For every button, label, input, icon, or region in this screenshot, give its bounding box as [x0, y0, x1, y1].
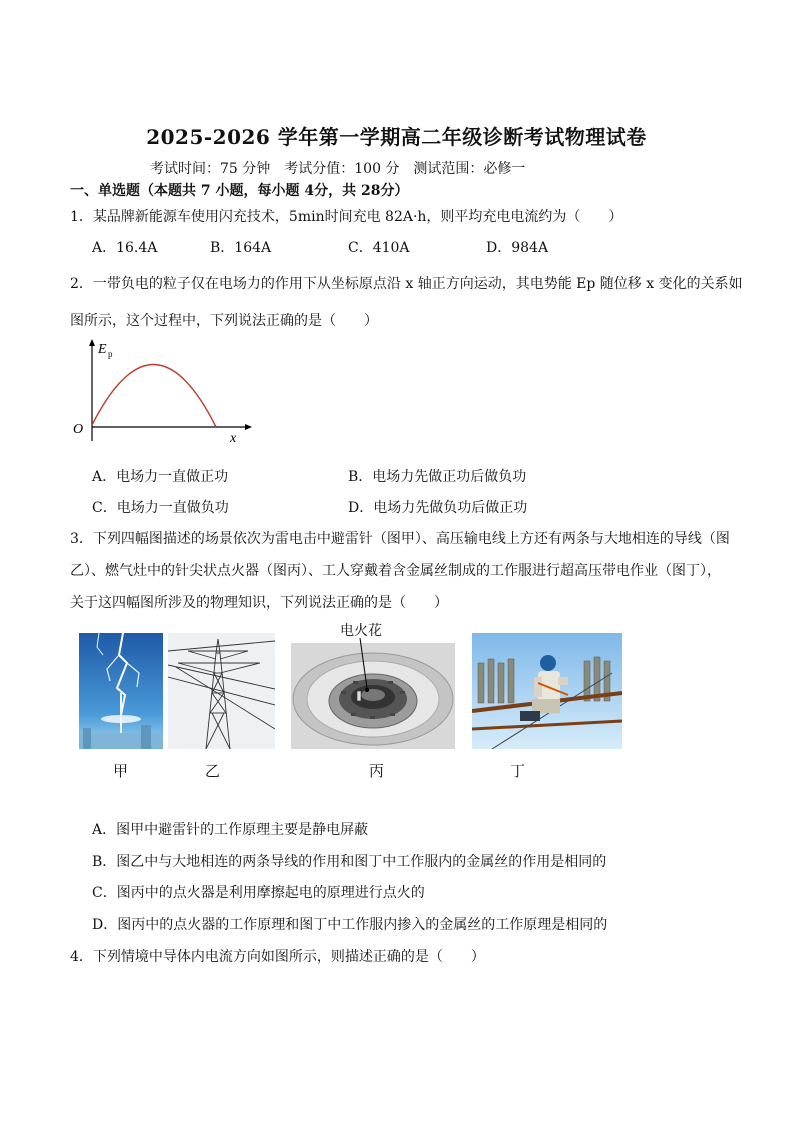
question-3-line-3: 关于这四幅图所涉及的物理知识，下列说法正确的是（ ）	[70, 595, 448, 611]
q2-option-c: C．电场力一直做负功	[92, 500, 229, 516]
question-4: 4．下列情境中导体内电流方向如图所示，则描述正确的是（ ）	[70, 949, 485, 965]
q3-option-d: D．图丙中的点火器的工作原理和图丁中工作服内掺入的金属丝的工作原理是相同的	[92, 917, 608, 933]
question-3-line-1: 3．下列四幅图描述的场景依次为雷电击中避雷针（图甲）、高压输电线上方还有两条与大地相连的导线（图	[70, 531, 730, 547]
q2-option-a: A．电场力一直做正功	[92, 469, 229, 485]
spark-label: 电火花	[340, 623, 382, 639]
q1-option-c: C．410A	[348, 240, 410, 256]
ep-curve	[92, 364, 216, 427]
caption-bing: 丙	[369, 762, 385, 780]
y-axis-arrow	[89, 339, 95, 346]
q1-option-d: D．984A	[486, 240, 549, 256]
x-axis-label: x	[230, 431, 237, 446]
y-axis-label-subscript: p	[108, 349, 113, 359]
question-3-line-2: 乙）、燃气灶中的针尖状点火器（图丙）、工人穿戴着含金属丝制成的工作服进行超高压带电作业（图丁），	[70, 563, 721, 579]
y-axis-label: E	[98, 342, 107, 357]
photo-transmission-tower	[168, 633, 275, 749]
section-heading: 一、单选题（本题共 7 小题，每小题 4分，共 28分）	[70, 183, 409, 199]
question-1: 1．某品牌新能源车使用闪充技术，5min时间充电 82A·h，则平均充电电流约为（ ）	[70, 209, 623, 225]
caption-jia: 甲	[113, 762, 129, 780]
caption-ding: 丁	[510, 762, 526, 780]
spark-pointer-line	[355, 636, 375, 694]
question-2-line-1: 2．一带负电的粒子仅在电场力的作用下从坐标原点沿 x 轴正方向运动，其电势能 Ep 随位移 x 变化的关系如	[70, 276, 743, 292]
exam-info: 考试时间：75 分钟 考试分值：100 分 测试范围：必修一	[150, 161, 526, 177]
q3-option-b: B．图乙中与大地相连的两条导线的作用和图丁中工作服内的金属丝的作用是相同的	[92, 854, 607, 870]
photo-lineman-worker	[472, 633, 622, 749]
x-axis-arrow	[245, 424, 252, 430]
photo-lightning-rod	[79, 633, 163, 749]
page-title: 2025-2026 学年第一学期高二年级诊断考试物理试卷	[146, 125, 647, 149]
q3-option-c: C．图丙中的点火器是利用摩擦起电的原理进行点火的	[92, 885, 425, 901]
ep-x-graph	[70, 337, 260, 452]
q1-option-b: B．164A	[210, 240, 272, 256]
q3-option-a: A．图甲中避雷针的工作原理主要是静电屏蔽	[92, 822, 369, 838]
caption-yi: 乙	[205, 762, 221, 780]
q1-option-a: A．16.4A	[92, 240, 158, 256]
question-2-line-2: 图所示，这个过程中，下列说法正确的是（ ）	[70, 313, 378, 329]
q2-option-b: B．电场力先做正功后做负功	[348, 469, 527, 485]
q2-option-d: D．电场力先做负功后做正功	[348, 500, 528, 516]
origin-label: O	[73, 422, 84, 437]
